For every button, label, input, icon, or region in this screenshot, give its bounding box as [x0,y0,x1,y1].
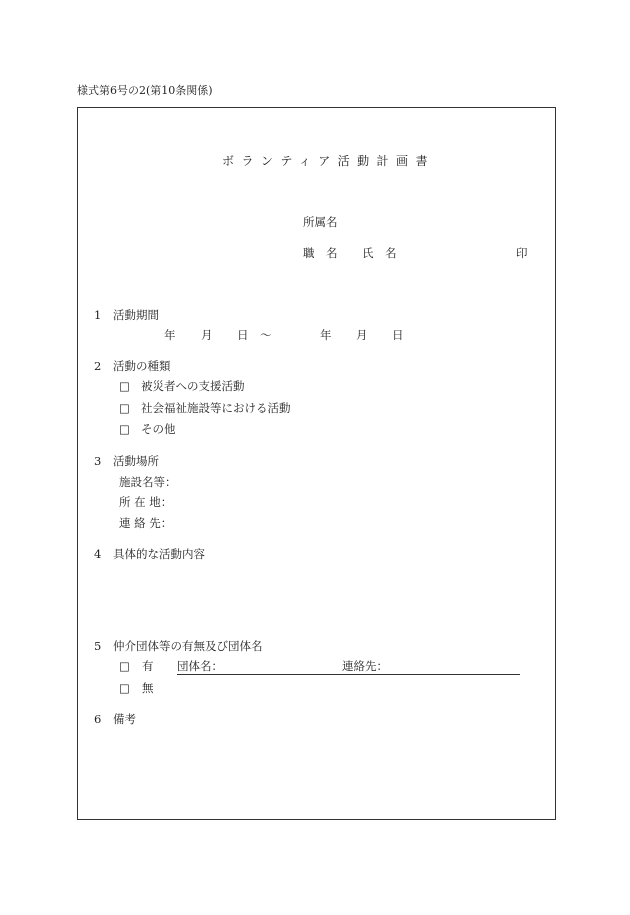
address-label: 所 在 地： [119,495,173,509]
start-year-label: 年 [164,328,176,342]
option-label: その他 [141,422,176,436]
document-title: ボランティア活動計画書 [222,154,435,168]
section-title: 活動の種類 [113,359,171,373]
range-tilde: 〜 [260,328,272,342]
checkbox[interactable]: □ [119,659,130,673]
section-title: 活動期間 [113,308,159,322]
form-number: 様式第6号の2(第10条関係) [77,84,213,97]
seal-label: 印 [516,246,528,260]
end-month-label: 月 [356,328,368,342]
checkbox[interactable]: □ [119,401,130,415]
checkbox[interactable]: □ [119,422,130,436]
section-number: 6 [94,712,102,726]
org-contact-label: 連絡先： [342,659,388,673]
section-title: 備考 [113,712,136,726]
position-label: 職 名 [303,246,338,260]
section-number: 2 [94,359,102,373]
section-title: 具体的な活動内容 [113,547,205,561]
contact-label: 連 絡 先： [119,516,173,530]
section-number: 3 [94,454,102,468]
yes-label: 有 [142,659,154,673]
affiliation-label: 所属名 [303,215,338,229]
facility-label: 施設名等： [119,475,177,489]
start-month-label: 月 [201,328,213,342]
end-day-label: 日 [392,328,404,342]
section-title: 活動場所 [113,454,159,468]
option-label: 被災者への支援活動 [141,379,245,393]
section-number: 4 [94,547,102,561]
no-label: 無 [142,681,154,695]
start-day-label: 日 [237,328,249,342]
section-number: 1 [94,308,102,322]
org-name-label: 団体名： [177,659,223,673]
section-number: 5 [94,639,102,653]
end-year-label: 年 [320,328,332,342]
checkbox[interactable]: □ [119,681,130,695]
option-label: 社会福祉施設等における活動 [141,401,291,415]
checkbox[interactable]: □ [119,379,130,393]
section-title: 仲介団体等の有無及び団体名 [113,639,263,653]
name-label: 氏 名 [362,246,397,260]
